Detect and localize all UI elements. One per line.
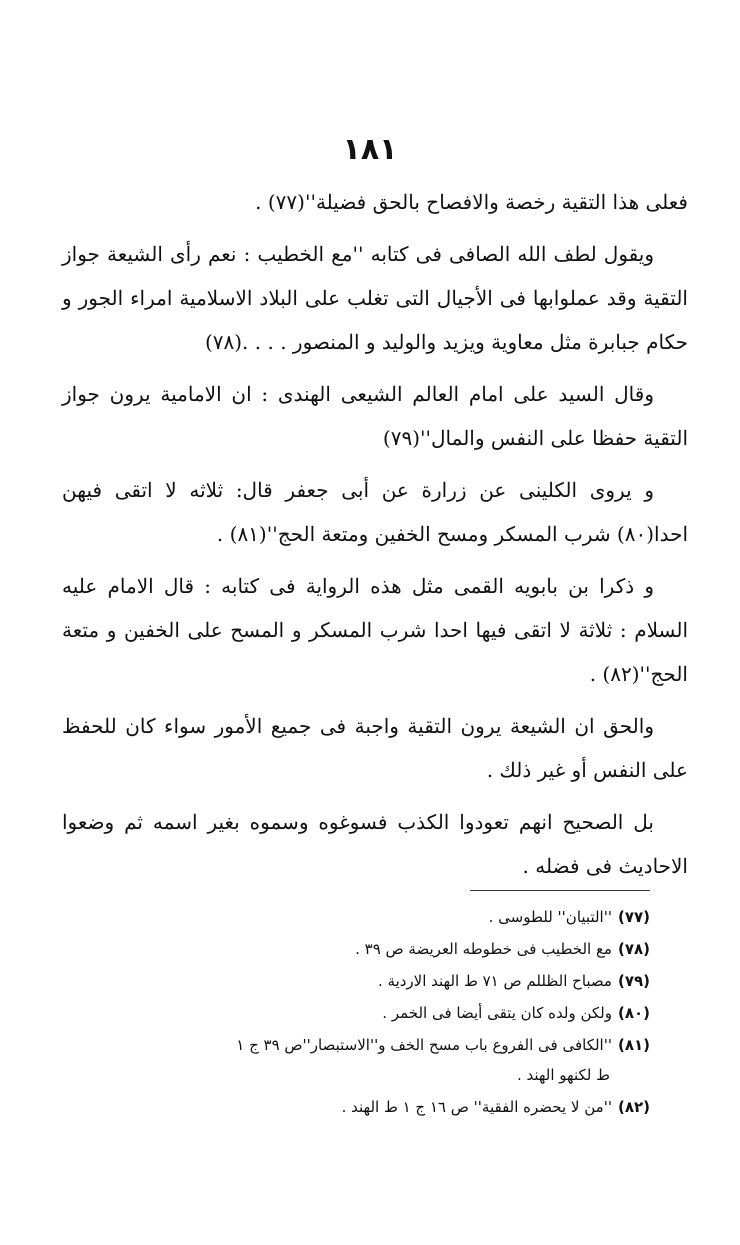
paragraph: و يروى الكلينى عن زرارة عن أبى جعفر قال: ثلاثه لا اتقى فيهن احدا(٨٠) شرب المسكر ومسح الخفين ومتعة الحج''(٨١) . bbox=[62, 478, 688, 546]
footnote-text: ولكن ولده كان يتقى أيضا فى الخمر . bbox=[382, 1004, 612, 1022]
footnote bbox=[160, 902, 650, 932]
footnote bbox=[160, 998, 650, 1028]
footnote-text: مصباح الظللم ص ٧١ ط الهند الاردية . bbox=[377, 972, 612, 990]
paragraph: ويقول لطف الله الصافى فى كتابه ''مع الخطيب : نعم رأى الشيعة جواز التقية وقد عملوابها فى الأجيال التى تغلب على البلاد الاسلامية امراء الجور و حكام جبابرة مثل معاوية ويزيد والوليد و المنصور . . . .(٧٨) bbox=[62, 242, 688, 354]
footnote-number: (٧٩) bbox=[617, 972, 650, 990]
footnote-number: (٨١) bbox=[617, 1036, 650, 1054]
footnote-number: (٨٠) bbox=[617, 1004, 650, 1022]
paragraph: والحق ان الشيعة يرون التقية واجبة فى جميع الأمور سواء كان للحفظ على النفس أو غير ذلك . bbox=[62, 714, 688, 782]
body-text bbox=[62, 180, 688, 892]
footnote bbox=[160, 934, 650, 964]
footnote bbox=[160, 1092, 650, 1122]
paragraph: فعلى هذا التقية رخصة والافصاح بالحق فضيلة''(٧٧) . bbox=[255, 190, 688, 214]
footnotes bbox=[160, 902, 650, 1124]
footnote-continuation: ط لكنهو الهند . bbox=[516, 1066, 610, 1084]
paragraph: وقال السيد على امام العالم الشيعى الهندى : ان الامامية يرون جواز التقية حفظا على النفس والمال''(٧٩) bbox=[62, 382, 688, 450]
paragraph: و ذكرا بن بابويه القمى مثل هذه الرواية فى كتابه : قال الامام عليه السلام : ثلاثة لا اتقى فيها احدا شرب المسكر و المسح على الخفين و متعة الحج''(٨٢) . bbox=[62, 574, 688, 686]
footnote-text: مع الخطيب فى خطوطه العريضة ص ٣٩ . bbox=[355, 940, 612, 958]
footnote-separator bbox=[470, 890, 650, 891]
footnote bbox=[160, 1030, 650, 1090]
page-number: ١٨١ bbox=[342, 132, 398, 167]
footnote-number: (٨٢) bbox=[617, 1098, 650, 1116]
footnote bbox=[160, 966, 650, 996]
paragraph: بل الصحيح انهم تعودوا الكذب فسوغوه وسموه بغير اسمه ثم وضعوا الاحاديث فى فضله . bbox=[62, 810, 688, 878]
footnote-number: (٧٨) bbox=[617, 940, 650, 958]
footnote-text: ''التبيان'' للطوسى . bbox=[488, 908, 612, 926]
footnote-number: (٧٧) bbox=[617, 908, 650, 926]
footnote-text: ''الكافى فى الفروع باب مسح الخف و''الاستبصار''ص ٣٩ ج ١ bbox=[236, 1036, 612, 1054]
footnote-text: ''من لا يحضره الفقية'' ص ١٦ ج ١ ط الهند . bbox=[341, 1098, 612, 1116]
